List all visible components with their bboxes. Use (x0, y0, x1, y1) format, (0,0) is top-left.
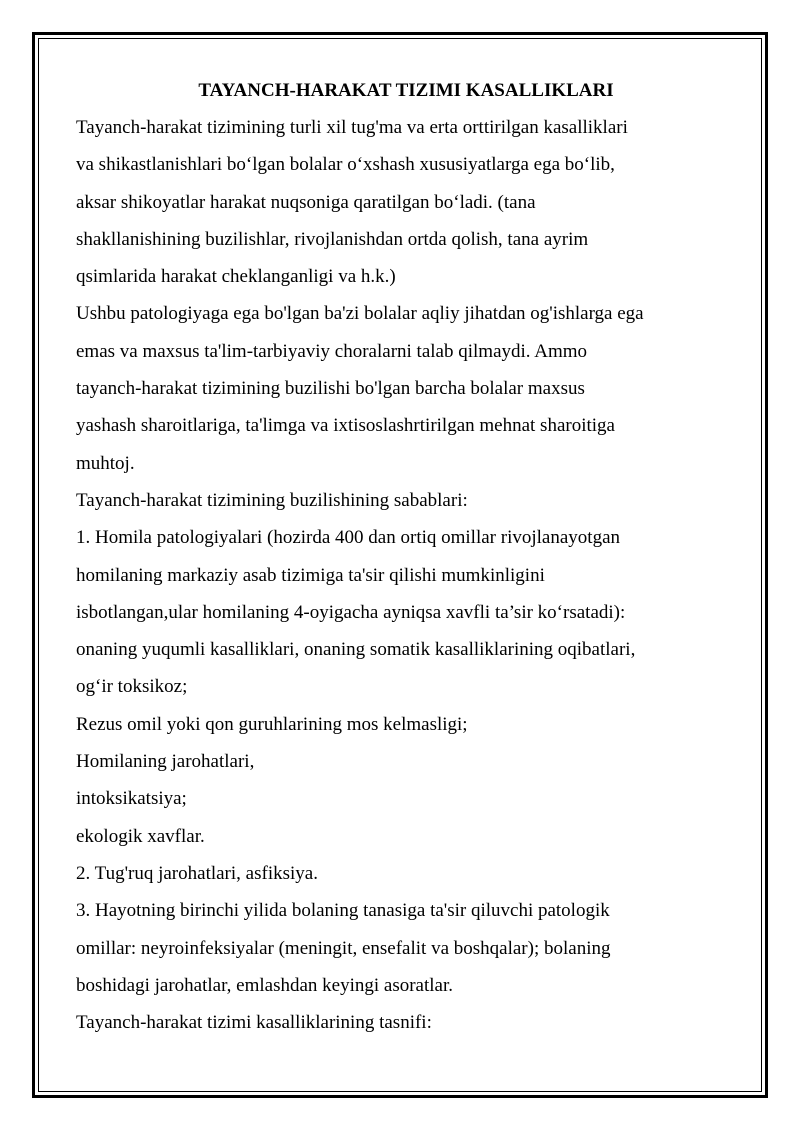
text-line: ekologik xavflar. (76, 825, 205, 847)
text-line: shakllanishining buzilishlar, rivojlanishdan ortda qolish, tana ayrim (76, 228, 589, 250)
text-line: 3. Hayotning birinchi yilida bolaning tanasiga ta'sir qiluvchi patologik (76, 900, 610, 922)
text-line: Tayanch-harakat tizimining buzilishining sabablari: (76, 489, 468, 511)
text-line: homilaning markaziy asab tizimiga ta'sir qilishi mumkinligini (76, 564, 545, 586)
text-line: va shikastlanishlari bo‘lgan bolalar o‘xshash xususiyatlarga ega bo‘lib, (76, 154, 615, 176)
text-line: og‘ir toksikoz; (76, 676, 188, 698)
text-line: Homilaning jarohatlari, (76, 751, 255, 773)
document-title: TAYANCH-HARAKAT TIZIMI KASALLIKLARI (198, 80, 614, 101)
text-lines (76, 109, 736, 1041)
text-line: emas va maxsus ta'lim-tarbiyaviy choralarni talab qilmaydi. Ammo (76, 340, 588, 362)
text-line: onaning yuqumli kasalliklari, onaning somatik kasalliklarining oqibatlari, (76, 639, 636, 661)
text-line: aksar shikoyatlar harakat nuqsoniga qaratilgan bo‘ladi. (tana (76, 191, 536, 213)
text-line: qsimlarida harakat cheklanganligi va h.k.) (76, 266, 396, 288)
text-line: boshidagi jarohatlar, emlashdan keyingi asoratlar. (76, 974, 454, 996)
document-body (76, 72, 736, 1041)
text-line: omillar: neyroinfeksiyalar (meningit, ensefalit va boshqalar); bolaning (76, 937, 611, 959)
text-line: Tayanch-harakat tizimining turli xil tug'ma va erta orttirilgan kasalliklari (76, 117, 628, 138)
text-line: muhtoj. (76, 452, 135, 474)
text-line: 2. Tug'ruq jarohatlari, asfiksiya. (76, 862, 318, 884)
text-line: Ushbu patologiyaga ega bo'lgan ba'zi bolalar aqliy jihatdan og'ishlarga ega (76, 303, 644, 325)
text-line: yashash sharoitlariga, ta'limga va ixtisoslashrtirilgan mehnat sharoitiga (76, 415, 615, 437)
text-line: Tayanch-harakat tizimi kasalliklarining tasnifi: (76, 1012, 432, 1034)
text-line: intoksikatsiya; (76, 788, 187, 810)
text-line: 1. Homila patologiyalari (hozirda 400 dan ortiq omillar rivojlanayotgan (76, 527, 620, 549)
text-line: tayanch-harakat tizimining buzilishi bo'lgan barcha bolalar maxsus (76, 378, 585, 400)
text-line: Rezus omil yoki qon guruhlarining mos kelmasligi; (76, 713, 468, 735)
text-line: isbotlangan,ular homilaning 4-oyigacha ayniqsa xavfli ta’sir ko‘rsatadi): (76, 601, 626, 623)
